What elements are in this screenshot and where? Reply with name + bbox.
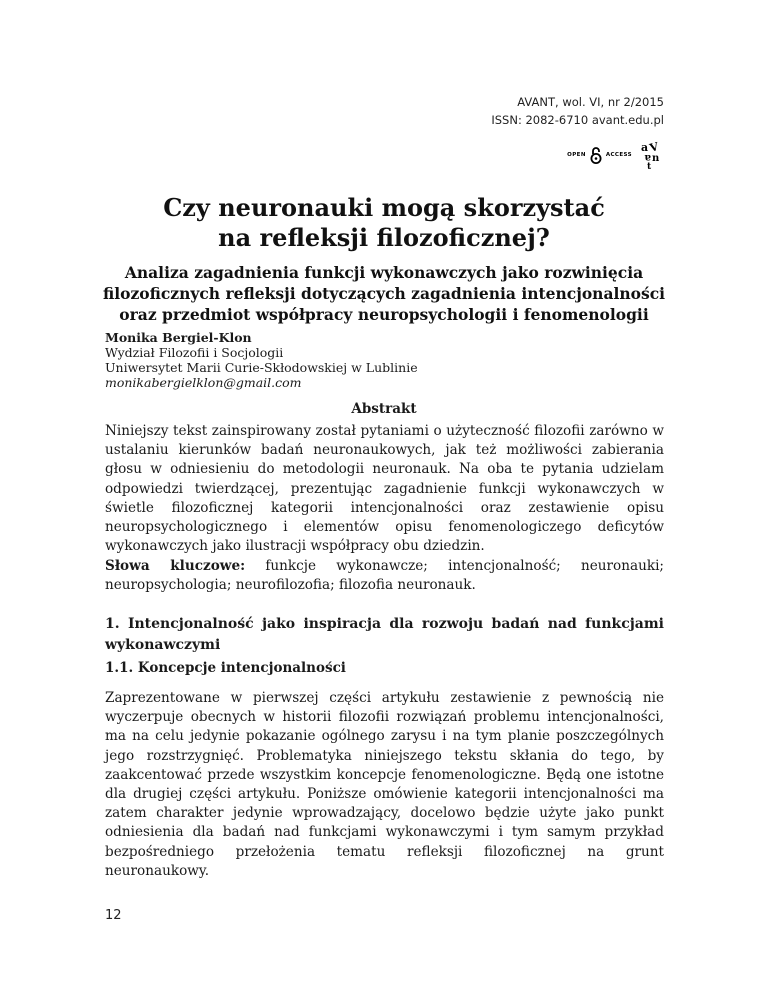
keywords-label: Słowa kluczowe:: [105, 558, 246, 574]
abstract-heading: Abstrakt: [351, 401, 417, 417]
open-access-badge: [504, 140, 664, 170]
article-title: [0, 193, 768, 253]
open-access-lock-icon: [590, 146, 602, 164]
subtitle-line-3: oraz przedmiot współpracy neuropsychologii i fenomenologii: [119, 305, 649, 324]
page-number: 12: [105, 908, 122, 923]
keywords: [105, 557, 664, 595]
keywords-text: funkcje wykonawcze; intencjonalność; neuronauki; neuropsychologia; neurofilozofia; filozofia neuronauk.: [105, 558, 664, 594]
author-affiliation-university: Uniwersytet Marii Curie-Skłodowskiej w Lublinie: [105, 360, 418, 375]
subtitle-line-2: filozoficznych refleksji dotyczących zagadnienia intencjonalności: [102, 284, 666, 303]
author-email: monikabergielklon@gmail.com: [105, 375, 302, 390]
title-line-2: na refleksji filozoficznej?: [218, 223, 550, 252]
section-heading: 1. Intencjonalność jako inspiracja dla rozwoju badań nad funkcjami wykonawczymi: [105, 616, 664, 653]
author-name: Monika Bergiel-Klon: [105, 330, 252, 345]
journal-header: [364, 93, 664, 129]
svg-text:a: a: [641, 141, 649, 154]
abstract-text: Niniejszy tekst zainspirowany został pytaniami o użyteczność filozofii zarówno w ustalaniu kierunków badań neuronaukowych, jak też możliwości zabierania głosu w odniesieniu do metodologii neuronauk. Na oba te pytania udzielam odpowiedzi twierdzącej, prezentując zagadnienie funkcji wykonawczych w świetle filozoficznej kategorii intencjonalności oraz zestawienie opisu neuropsychologicznego i elementów opisu fenomenologiczego deficytów wykonawczych jako ilustracji współpracy obu dziedzin.: [105, 423, 664, 555]
open-access-label-open: OPEN: [567, 152, 586, 158]
author-block: [105, 330, 665, 390]
svg-text:a: a: [644, 152, 651, 163]
title-line-1: Czy neuronauki mogą skorzystać: [163, 193, 605, 222]
subtitle-line-1: Analiza zagadnienia funkcji wykonawczych jako rozwinięcia: [124, 263, 644, 282]
journal-issn: ISSN: 2082-6710 avant.edu.pl: [491, 113, 664, 127]
author-affiliation-faculty: Wydział Filozofii i Socjologii: [105, 345, 284, 360]
body-paragraph: Zaprezentowane w pierwszej części artykułu zestawienie z pewnością nie wyczerpuje obecnych w historii filozofii rozwiązań problemu intencjonalności, ma na celu jedynie pokazanie ogólnego zarysu i na tym planie poszczególnych jego rozstrzygnięć. Problematyka niniejszego tekstu skłania do tego, by zaakcentować przede wszystkim koncepcje fenomenologiczne. Będą one istotne dla drugiej części artykułu. Poniższe omówienie kategorii intencjonalności ma zatem charakter jedynie wprowadzający, docelowo będzie użyte jako punkt odniesienia dla badań nad funkcjami wykonawczymi i tym samym przykład bezpośredniego przełożenia tematu refleksji filozoficznej na grunt neuronaukowy.: [105, 690, 664, 879]
svg-text:V: V: [648, 140, 660, 155]
avant-logo-icon: [640, 140, 664, 170]
svg-text:n: n: [652, 153, 660, 164]
open-access-label-access: ACCESS: [605, 152, 632, 158]
subsection-heading: 1.1. Koncepcje intencjonalności: [105, 660, 346, 676]
journal-issue: AVANT, wol. VI, nr 2/2015: [517, 95, 664, 109]
svg-text:t: t: [647, 162, 652, 170]
article-subtitle: [100, 262, 668, 325]
